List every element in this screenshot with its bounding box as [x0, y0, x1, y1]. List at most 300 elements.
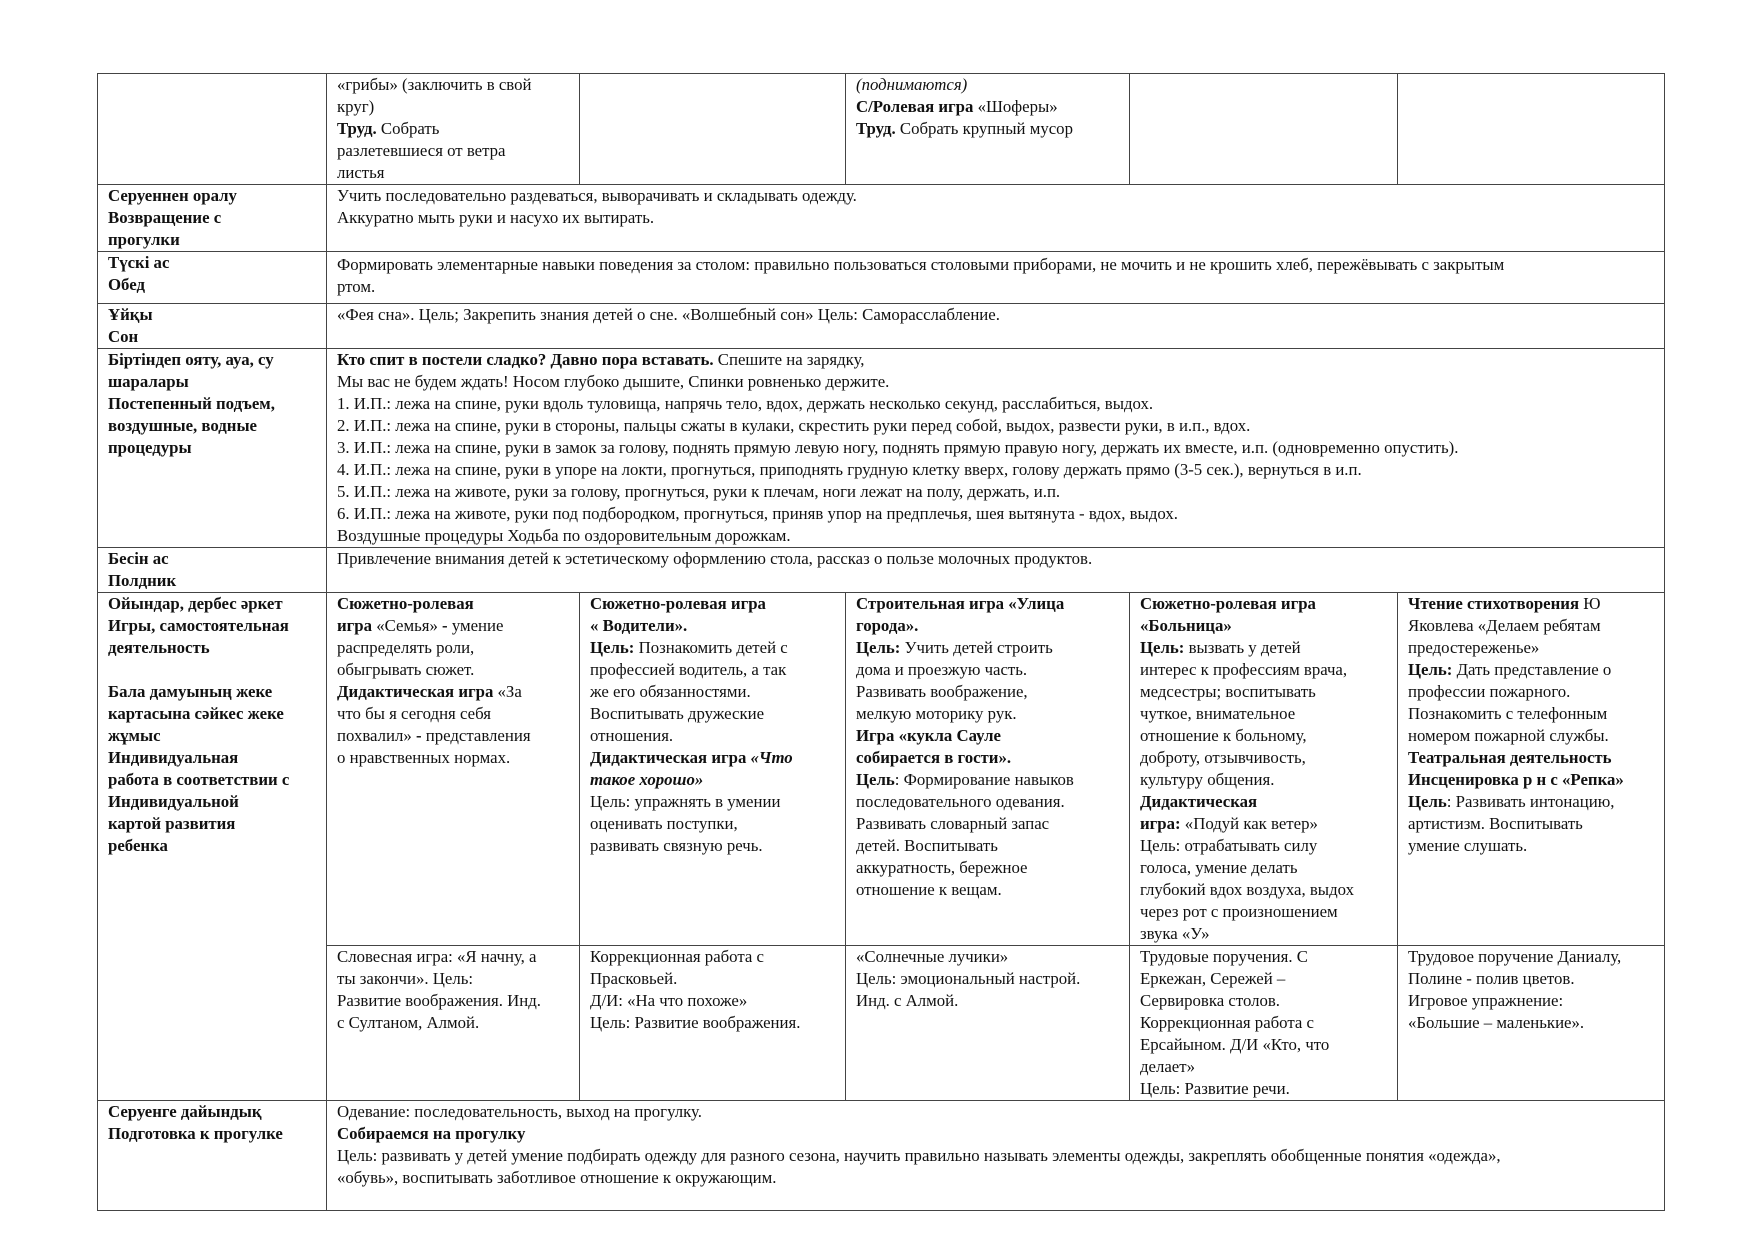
walk-cell-2: [580, 74, 846, 185]
text-line: [1408, 747, 1659, 769]
text-line: [590, 791, 840, 813]
text-run: С/Ролевая игра: [856, 97, 974, 116]
text-run: города».: [856, 616, 919, 635]
label-line: Серуенге дайындық: [108, 1102, 262, 1121]
text-line: [856, 703, 1124, 725]
text-line: [337, 1123, 1659, 1145]
label-line: Ұйқы: [108, 305, 153, 324]
label-line: Постепенный подъем,: [108, 394, 275, 413]
text-line: [1140, 835, 1392, 857]
text-run: аккуратность, бережное: [856, 858, 1028, 877]
text-run: 5. И.П.: лежа на животе, руки за голову, прогнуться, руки к плечам, ноги лежат на полу, держать, и.п.: [337, 482, 1061, 501]
text-line: [337, 437, 1659, 459]
text-line: [1140, 923, 1392, 945]
text-run: Воздушные процедуры Ходьба по оздоровительным дорожкам.: [337, 526, 791, 545]
text-run: «Фея сна». Цель; Закрепить знания детей о сне. «Волшебный сон» Цель: Саморасслабление.: [337, 305, 1000, 324]
text-line: [1140, 769, 1392, 791]
text-run: Дидактическая игра: [337, 682, 494, 701]
text-run: же его обязанностями.: [590, 682, 751, 701]
text-line: [856, 96, 1124, 118]
text-run: развивать связную речь.: [590, 836, 763, 855]
text-line: [1408, 615, 1659, 637]
text-run: Цель: отрабатывать силу: [1140, 836, 1318, 855]
label-line: прогулки: [108, 230, 180, 249]
sleep-row: [98, 304, 1665, 349]
text-line: [337, 725, 574, 747]
text-run: Еркежан, Сережей –: [1140, 969, 1286, 988]
text-line: [1140, 1012, 1392, 1034]
text-run: мелкую моторику рук.: [856, 704, 1017, 723]
text-line: [337, 525, 1659, 547]
text-line: [337, 349, 1659, 371]
text-run: о нравственных нормах.: [337, 748, 511, 767]
text-run: глубокий вдох воздуха, выдох: [1140, 880, 1354, 899]
text-run: делает»: [1140, 1057, 1195, 1076]
text-run: Дидактическая: [1140, 792, 1258, 811]
text-run: Сюжетно-ролевая игра: [1140, 594, 1316, 613]
text-run: умение слушать.: [1408, 836, 1528, 855]
text-line: [856, 946, 1124, 968]
text-line: [1408, 593, 1659, 615]
individual-cell-2: [580, 946, 846, 1101]
text-line: [856, 813, 1124, 835]
text-run: Д/И: «На что похоже»: [590, 991, 748, 1010]
text-line: [337, 304, 1659, 326]
text-run: 2. И.П.: лежа на спине, руки в стороны, пальцы сжаты в кулаки, скрестить руки перед собой, выдох, развести руки, в и.п., вдох.: [337, 416, 1251, 435]
text-line: [1408, 703, 1659, 725]
text-line: [590, 725, 840, 747]
text-line: [590, 968, 840, 990]
text-run: 3. И.П.: лежа на спине, руки в замок за голову, поднять прямую левую ногу, поднять прямую правую ногу, держать их вместе, и.п. (одновременно опустить).: [337, 438, 1459, 457]
text-line: [1140, 1056, 1392, 1078]
label-line: ребенка: [108, 836, 168, 855]
text-line: [1140, 857, 1392, 879]
text-run: « Водители».: [590, 616, 688, 635]
text-run: Сюжетно-ролевая игра: [590, 594, 766, 613]
text-line: [1140, 791, 1392, 813]
text-run: Формировать элементарные навыки поведения за столом: правильно пользоваться столовыми приборами, не мочить и не крошить хлеб, пережёвывать с закрытым: [337, 255, 1505, 274]
text-run: Трудовые поручения. С: [1140, 947, 1308, 966]
text-line: [337, 276, 1659, 298]
text-line: [1140, 725, 1392, 747]
return-label: [98, 185, 327, 252]
wakeup-row: [98, 349, 1665, 548]
text-run: «Подуй как ветер»: [1180, 814, 1318, 833]
label-line: Бесін ас: [108, 549, 169, 568]
text-run: Сюжетно-ролевая: [337, 594, 474, 613]
text-run: «Большие – маленькие».: [1408, 1013, 1585, 1032]
text-run: Трудовое поручение Даниалу,: [1408, 947, 1622, 966]
text-run: предостереженье»: [1408, 638, 1540, 657]
text-line: [1140, 813, 1392, 835]
text-line: [1408, 1012, 1659, 1034]
text-line: [1140, 879, 1392, 901]
text-line: [337, 371, 1659, 393]
walk-continuation-row: [98, 74, 1665, 185]
text-run: звука «У»: [1140, 924, 1210, 943]
text-run: Чтение стихотворения: [1408, 594, 1580, 613]
text-run: чуткое, внимательное: [1140, 704, 1296, 723]
label-line: картасына сәйкес жеке: [108, 704, 284, 723]
text-line: [337, 254, 1659, 276]
text-run: Цель:: [590, 638, 635, 657]
text-line: [1408, 681, 1659, 703]
text-line: [337, 503, 1659, 525]
text-line: [1140, 637, 1392, 659]
text-line: [590, 703, 840, 725]
text-run: похвалил»: [337, 726, 416, 745]
walk-prep-row: [98, 1101, 1665, 1211]
text-run: Аккуратно мыть руки и насухо их вытирать.: [337, 208, 655, 227]
text-line: [590, 769, 840, 791]
text-line: [1140, 703, 1392, 725]
text-run: Цель:: [1140, 638, 1185, 657]
text-run: Игра «кукла Сауле: [856, 726, 1001, 745]
text-line: [856, 659, 1124, 681]
text-line: [856, 968, 1124, 990]
text-run: медсестры; воспитывать: [1140, 682, 1316, 701]
text-line: [337, 990, 574, 1012]
text-run: профессией водитель, а так: [590, 660, 787, 679]
text-line: [337, 946, 574, 968]
label-line: Ойындар, дербес әркет: [108, 594, 283, 613]
text-run: Развивать воображение,: [856, 682, 1028, 701]
text-line: [1408, 637, 1659, 659]
text-run: Цель: Развитие речи.: [1140, 1079, 1290, 1098]
text-run: «Семья»: [372, 616, 443, 635]
game-cell-3: [846, 593, 1130, 946]
text-run: Цель: Развитие воображения.: [590, 1013, 801, 1032]
text-line: [337, 637, 574, 659]
text-run: Сервировка столов.: [1140, 991, 1281, 1010]
text-run: «грибы» (заключить в свой: [337, 75, 532, 94]
text-run: 4. И.П.: лежа на спине, руки в упоре на локти, прогнуться, приподнять грудную клетку вверх, голову держать прямо (3-5 сек.), вернуться в и.п.: [337, 460, 1362, 479]
daily-plan-table: [97, 73, 1665, 1211]
label-line: Серуеннен оралу: [108, 186, 237, 205]
text-line: [856, 990, 1124, 1012]
wakeup-label: [98, 349, 327, 548]
text-run: Учить последовательно раздеваться, выворачивать и складывать одежду.: [337, 186, 857, 205]
text-run: распределять роли,: [337, 638, 475, 657]
wakeup-content: [327, 349, 1665, 548]
text-run: Развитие воображения. Инд.: [337, 991, 541, 1010]
text-run: Яковлева «Делаем ребятам: [1408, 616, 1601, 635]
text-line: [1140, 681, 1392, 703]
walk-cell-4: [1130, 74, 1398, 185]
text-run: Цель: [1408, 792, 1447, 811]
text-line: [337, 393, 1659, 415]
text-line: [1140, 593, 1392, 615]
text-line: [1408, 990, 1659, 1012]
label-line: деятельность: [108, 638, 210, 657]
plan-sheet: [97, 73, 1664, 1211]
text-run: что бы я сегодня себя: [337, 704, 491, 723]
text-run: -: [442, 616, 448, 635]
text-run: дома и проезжую часть.: [856, 660, 1028, 679]
text-line: [337, 615, 574, 637]
text-run: Цель: эмоциональный настрой.: [856, 969, 1081, 988]
text-run: через рот с произношением: [1140, 902, 1338, 921]
text-line: [337, 74, 574, 96]
text-line: [1140, 990, 1392, 1012]
text-run: Кто спит в постели сладко? Давно пора вставать.: [337, 350, 714, 369]
lunch-row: [98, 252, 1665, 304]
text-line: [856, 857, 1124, 879]
text-run: 6. И.П.: лежа на животе, руки под подбородком, прогнуться, приняв упор на предплечья, шея вытянута - вдох, выдох.: [337, 504, 1178, 523]
individual-cell-3: [846, 946, 1130, 1101]
game-cell-2: [580, 593, 846, 946]
sleep-content: [327, 304, 1665, 349]
text-line: [1408, 791, 1659, 813]
text-line: [1140, 1034, 1392, 1056]
individual-cell-4: [1130, 946, 1398, 1101]
text-run: Коррекционная работа с: [1140, 1013, 1314, 1032]
text-line: [1408, 813, 1659, 835]
label-line: Сон: [108, 327, 139, 346]
text-line: [590, 747, 840, 769]
text-run: Цель: [856, 770, 895, 789]
label-line: картой развития: [108, 814, 236, 833]
text-line: [590, 637, 840, 659]
text-run: ртом.: [337, 277, 376, 296]
text-run: Инсценировка р н с «Репка»: [1408, 770, 1624, 789]
text-run: Цель: развивать у детей умение подбирать одежду для разного сезона, научить правильно называть элементы одежды, закреплять обобщенные понятия «одежда»,: [337, 1146, 1501, 1165]
text-run: Ю: [1579, 594, 1601, 613]
text-run: Ерсайыном. Д/И «Кто, что: [1140, 1035, 1330, 1054]
text-run: отношение к вещам.: [856, 880, 1002, 899]
label-line: Бала дамуының жеке: [108, 682, 273, 701]
walk-prep-label: [98, 1101, 327, 1211]
text-line: [856, 615, 1124, 637]
text-line: [1140, 659, 1392, 681]
text-line: [337, 415, 1659, 437]
lunch-label: [98, 252, 327, 304]
individual-cell-1: [327, 946, 580, 1101]
text-line: [337, 162, 574, 184]
game-cell-1: [327, 593, 580, 946]
text-run: Учить детей строить: [900, 638, 1053, 657]
games-row-bottom: [98, 946, 1665, 1101]
text-run: доброту, отзывчивость,: [1140, 748, 1306, 767]
text-run: Познакомить детей с: [634, 638, 788, 657]
text-run: интерес к профессиям врача,: [1140, 660, 1348, 679]
text-line: [337, 747, 574, 769]
text-line: [590, 813, 840, 835]
label-line: Подготовка к прогулке: [108, 1124, 283, 1143]
text-line: [337, 1167, 1659, 1189]
text-run: «За: [493, 682, 522, 701]
walk-cell-3: [846, 74, 1130, 185]
text-line: [856, 791, 1124, 813]
text-line: [1408, 725, 1659, 747]
text-run: Труд.: [337, 119, 377, 138]
text-line: [590, 615, 840, 637]
text-run: Прасковьей.: [590, 969, 678, 988]
text-line: [1408, 769, 1659, 791]
text-line: [337, 1012, 574, 1034]
text-line: [856, 835, 1124, 857]
game-cell-4: [1130, 593, 1398, 946]
label-line: процедуры: [108, 438, 192, 457]
snack-content: [327, 548, 1665, 593]
text-run: профессии пожарного.: [1408, 682, 1571, 701]
text-run: «Солнечные лучики»: [856, 947, 1009, 966]
text-run: отношения.: [590, 726, 674, 745]
label-line: [108, 659, 321, 681]
text-run: голоса, умение делать: [1140, 858, 1298, 877]
text-line: [337, 593, 574, 615]
text-line: [856, 747, 1124, 769]
text-run: «обувь», воспитывать заботливое отношение к окружающим.: [337, 1168, 777, 1187]
text-run: Мы вас не будем ждать! Носом глубоко дышите, Спинки ровненько держите.: [337, 372, 890, 391]
text-run: артистизм. Воспитывать: [1408, 814, 1583, 833]
snack-row: [98, 548, 1665, 593]
label-line: Полдник: [108, 571, 177, 590]
sleep-label: [98, 304, 327, 349]
walk-cell-5: [1398, 74, 1665, 185]
text-line: [1408, 835, 1659, 857]
text-run: детей. Воспитывать: [856, 836, 998, 855]
text-run: Цель: упражнять в умении: [590, 792, 781, 811]
text-run: Цель:: [1408, 660, 1453, 679]
text-run: Одевание: последовательность, выход на прогулку.: [337, 1102, 702, 1121]
text-line: [337, 96, 574, 118]
text-line: [337, 140, 574, 162]
text-run: Познакомить с телефонным: [1408, 704, 1608, 723]
text-run: Труд.: [856, 119, 896, 138]
lunch-content: [327, 252, 1665, 304]
text-run: Привлечение внимания детей к эстетическому оформлению стола, рассказ о пользе молочных продуктов.: [337, 549, 1093, 568]
text-line: [337, 118, 574, 140]
text-line: [590, 946, 840, 968]
text-line: [337, 659, 574, 681]
text-run: Собираемся на прогулку: [337, 1124, 526, 1143]
label-line: работа в соответствии с: [108, 770, 290, 789]
text-line: [337, 1101, 1659, 1123]
text-run: (поднимаются): [856, 75, 968, 94]
text-line: [1140, 968, 1392, 990]
text-run: Полине - полив цветов.: [1408, 969, 1575, 988]
text-line: [856, 118, 1124, 140]
text-line: [1140, 747, 1392, 769]
text-line: [590, 681, 840, 703]
label-line: Индивидуальной: [108, 792, 239, 811]
text-line: [590, 1012, 840, 1034]
text-line: [337, 968, 574, 990]
empty-label-cell: [98, 74, 327, 185]
text-line: [337, 1145, 1659, 1167]
text-line: [1140, 901, 1392, 923]
text-line: [1408, 946, 1659, 968]
text-run: -: [415, 726, 422, 745]
text-run: Строительная игра «Улица: [856, 594, 1065, 613]
text-line: [856, 637, 1124, 659]
text-run: Дать представление о: [1452, 660, 1612, 679]
text-run: Дидактическая игра: [590, 748, 751, 767]
text-line: [337, 703, 574, 725]
text-run: номером пожарной службы.: [1408, 726, 1609, 745]
text-line: [337, 185, 1659, 207]
text-run: Словесная игра: «Я начну, а: [337, 947, 537, 966]
text-line: [337, 681, 574, 703]
text-line: [1140, 1078, 1392, 1100]
text-line: [1408, 659, 1659, 681]
text-run: умение: [447, 616, 504, 635]
text-line: [337, 207, 1659, 229]
walk-cell-1: [327, 74, 580, 185]
label-line: Біртіндеп ояту, ауа, су: [108, 350, 274, 369]
text-run: оценивать поступки,: [590, 814, 738, 833]
text-run: : Формирование навыков: [894, 770, 1074, 789]
text-run: Собрать: [376, 119, 440, 138]
text-line: [590, 659, 840, 681]
label-line: Индивидуальная: [108, 748, 239, 767]
text-line: [1140, 946, 1392, 968]
text-run: Игровое упражнение:: [1408, 991, 1564, 1010]
text-line: [856, 725, 1124, 747]
individual-cell-5: [1398, 946, 1665, 1101]
text-run: последовательного одевания.: [856, 792, 1065, 811]
label-line: Возвращение с: [108, 208, 222, 227]
snack-label: [98, 548, 327, 593]
text-run: Цель:: [856, 638, 901, 657]
label-line: жұмыс: [108, 726, 161, 745]
text-run: обыгрывать сюжет.: [337, 660, 475, 679]
text-line: [590, 990, 840, 1012]
text-run: Собрать крупный мусор: [895, 119, 1073, 138]
text-run: Коррекционная работа с: [590, 947, 764, 966]
text-line: [337, 548, 1659, 570]
game-cell-5: [1398, 593, 1665, 946]
text-run: с Султаном, Алмой.: [337, 1013, 480, 1032]
text-line: [337, 481, 1659, 503]
text-run: разлетевшиеся от ветра: [337, 141, 506, 160]
text-line: [856, 769, 1124, 791]
text-line: [590, 835, 840, 857]
text-run: собирается в гости».: [856, 748, 1012, 767]
label-line: шаралары: [108, 372, 189, 391]
text-line: [590, 593, 840, 615]
walk-prep-content: [327, 1101, 1665, 1211]
text-line: [856, 681, 1124, 703]
text-run: игра: [337, 616, 373, 635]
text-run: культуру общения.: [1140, 770, 1275, 789]
text-run: круг): [337, 97, 375, 116]
text-run: такое хорошо»: [590, 770, 704, 789]
games-label: [98, 593, 327, 1101]
text-run: ты закончи». Цель:: [337, 969, 474, 988]
text-run: вызвать у детей: [1184, 638, 1301, 657]
return-row: [98, 185, 1665, 252]
text-run: листья: [337, 163, 385, 182]
label-line: Игры, самостоятельная: [108, 616, 289, 635]
text-line: [856, 879, 1124, 901]
text-run: «Что: [750, 748, 793, 767]
text-run: Театральная деятельность: [1408, 748, 1612, 767]
text-line: [856, 74, 1124, 96]
text-run: отношение к больному,: [1140, 726, 1307, 745]
text-run: игра:: [1140, 814, 1181, 833]
return-content: [327, 185, 1665, 252]
text-run: Развивать словарный запас: [856, 814, 1050, 833]
text-line: [1140, 615, 1392, 637]
text-run: : Развивать интонацию,: [1446, 792, 1615, 811]
text-run: 1. И.П.: лежа на спине, руки вдоль туловища, напрячь тело, вдох, держать несколько секунд, расслабиться, выдох.: [337, 394, 1154, 413]
label-line: Обед: [108, 275, 145, 294]
text-run: «Больница»: [1140, 616, 1232, 635]
text-line: [337, 459, 1659, 481]
label-line: Түскі ас: [108, 253, 170, 272]
